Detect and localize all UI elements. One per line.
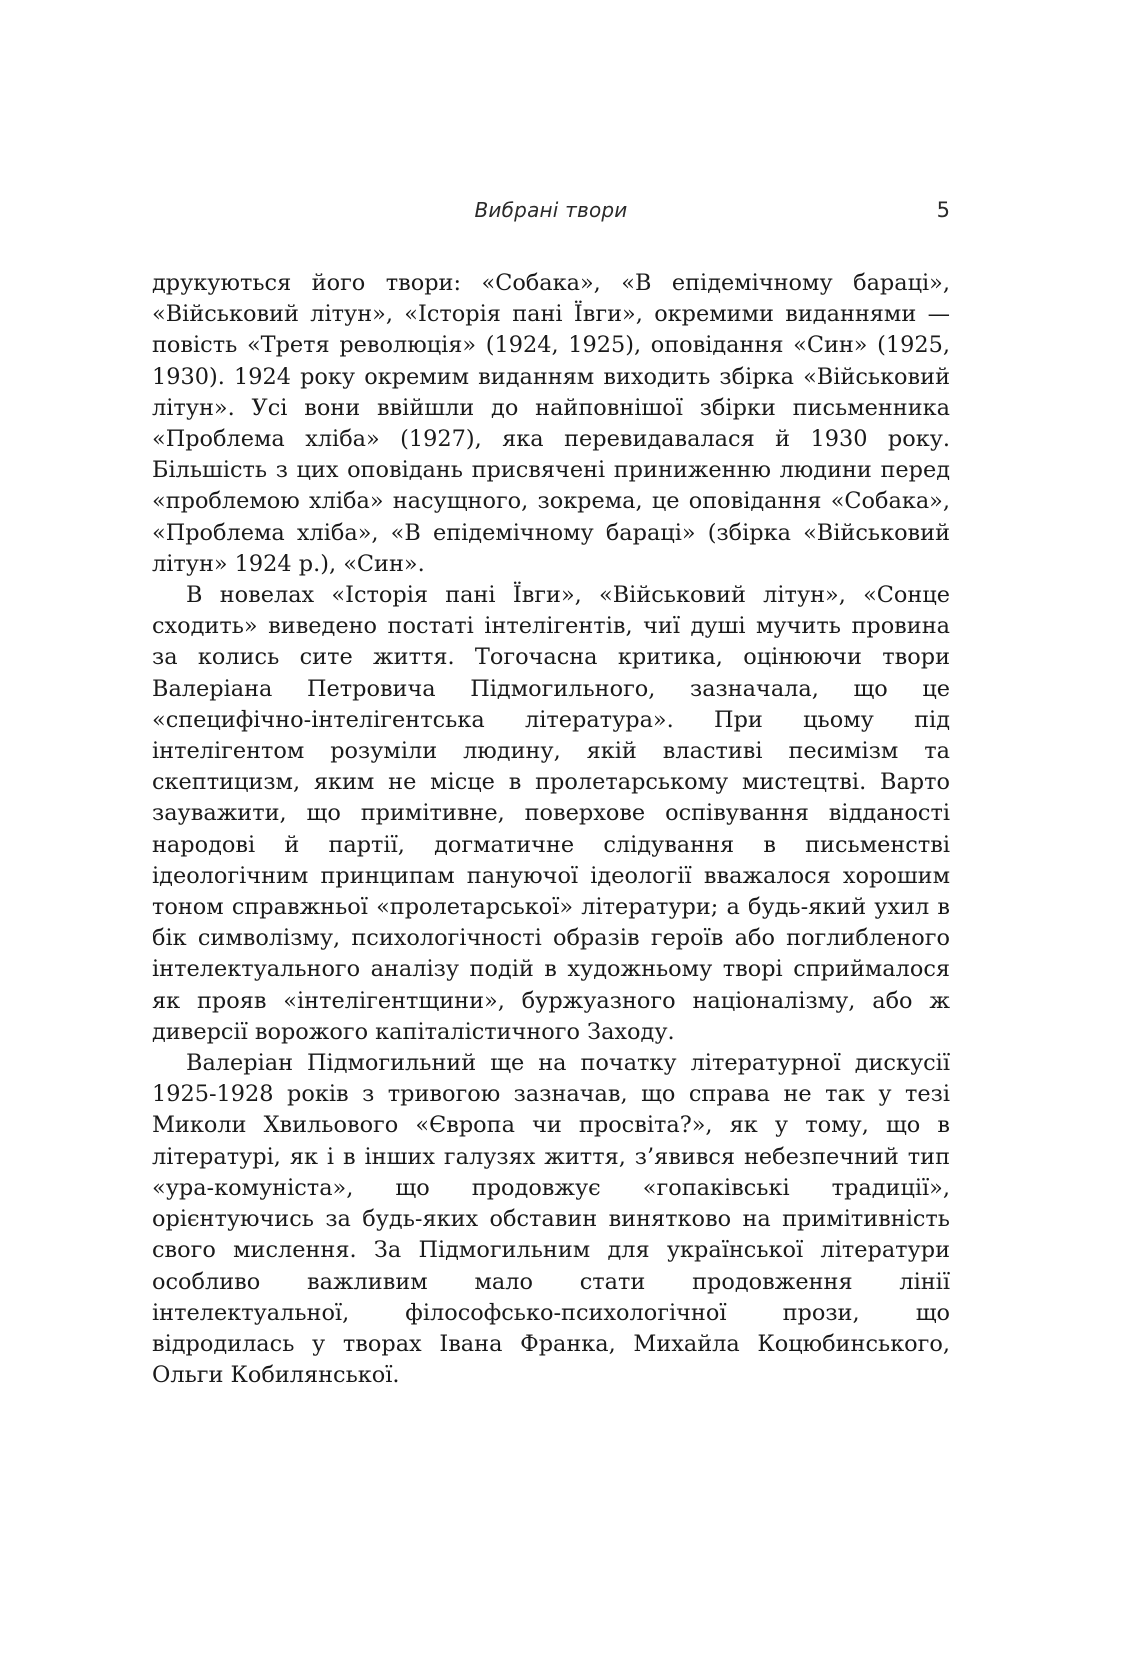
body-text: [152, 268, 950, 1391]
running-header-title: Вибрані твори: [474, 198, 628, 222]
running-header: [152, 198, 950, 232]
paragraph-2: В новелах «Історія пані Ївги», «Військовий літун», «Сонце сходить» виведено постаті інтелігентів, чиї душі мучить провина за колись сите життя. Тогочасна критика, оцінюючи твори Валеріана Петровича Підмогильного, зазначала, що це «специфічно-інтелігентська література». При цьому під інтелігентом розуміли людину, якій властиві песимізм та скептицизм, яким не місце в пролетарському мистецтві. Варто зауважити, що примітивне, поверхове оспівування відданості народові й партії, догматичне слідування в письменстві ідеологічним принципам пануючої ідеології вважалося хорошим тоном справжньої «пролетарської» літератури; а будь-який ухил в бік символізму, психологічності образів героїв або поглибленого інтелектуального аналізу подій в художньому творі сприймалося як прояв «інтелігентщини», буржуазного націоналізму, або ж диверсії ворожого капіталістичного Заходу.: [152, 582, 950, 1045]
paragraph-3: Валеріан Підмогильний ще на початку літературної дискусії 1925-1928 років з тривогою зазначав, що справа не так у тезі Миколи Хвильового «Європа чи просвіта?», як у тому, що в літературі, як і в інших галузях життя, з’явився небезпечний тип «ура-комуніста», що продовжує «гопаківські традиції», орієнтуючись за будь-яких обставин винятково на примітивність свого мислення. За Підмогильним для української літератури особливо важливим мало стати продовження лінії інтелектуальної, філософсько-психологічної прози, що відродилась у творах Івана Франка, Михайла Коцюбинського, Ольги Кобилянської.: [152, 1050, 950, 1389]
paragraph-1: друкуються його твори: «Собака», «В епідемічному бараці», «Військовий літун», «Історія пані Ївги», окремими виданнями — повість «Третя революція» (1924, 1925), оповідання «Син» (1925, 1930). 1924 року окремим виданням виходить збірка «Військовий літун». Усі вони ввійшли до найповнішої збірки письменника «Проблема хліба» (1927), яка перевидавалася й 1930 року. Більшість з цих оповідань присвячені приниженню людини перед «проблемою хліба» насущного, зокрема, це оповідання «Собака», «Проблема хліба», «В епідемічному бараці» (збірка «Військовий літун» 1924 р.), «Син».: [152, 270, 950, 577]
page-number: 5: [936, 198, 950, 222]
